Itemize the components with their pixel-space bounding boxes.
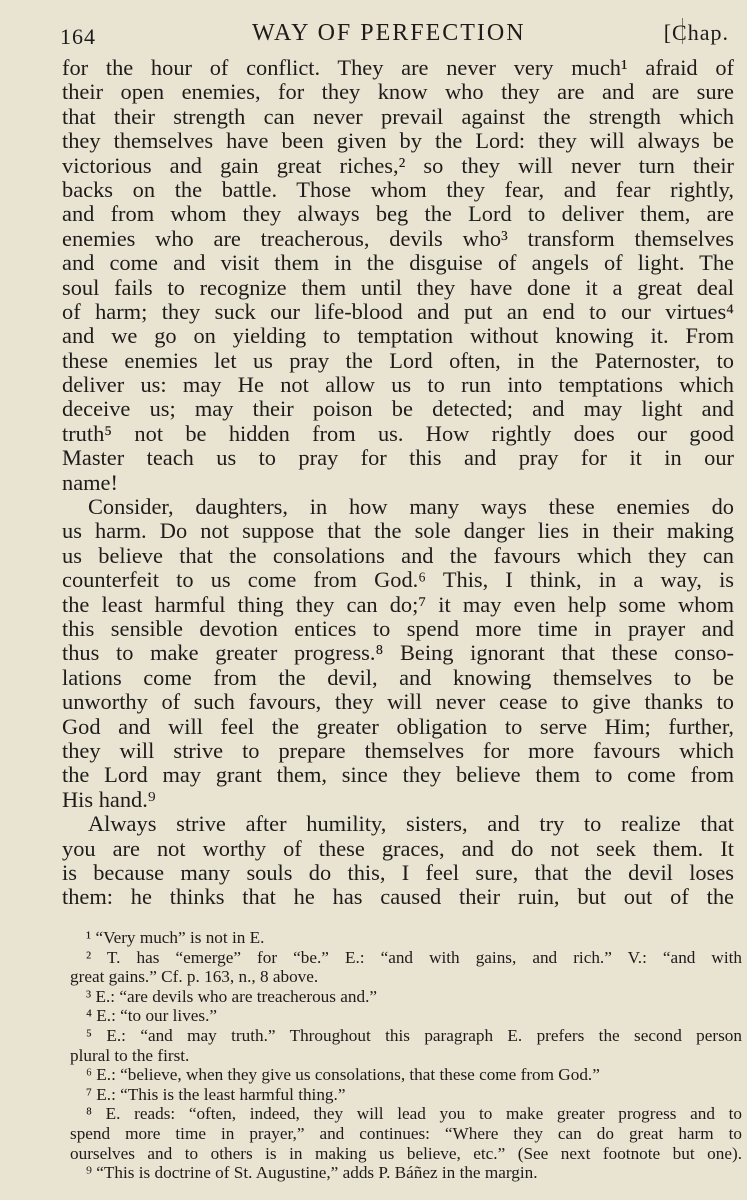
text-line: their open enemies, for they know who they are and are sure [62, 79, 734, 105]
text-line: Master teach us to pray for this and pray for it in our [62, 445, 734, 471]
footnote-line: ⁵ E.: “and may truth.” Throughout this paragraph E. prefers the second person [86, 1025, 742, 1045]
text-line: and from whom they always beg the Lord to deliver them, are [62, 201, 734, 227]
footnote-line: ⁴ E.: “to our lives.” [86, 1006, 218, 1026]
text-line: enemies who are treacherous, devils who³ transform themselves [62, 225, 734, 251]
text-line: backs on the battle. Those whom they fear, and fear rightly, [62, 176, 734, 202]
text-line: unworthy of such favours, they will never cease to give thanks to [62, 689, 734, 715]
text-line: lations come from the devil, and knowing themselves to be [62, 664, 734, 690]
text-line: us believe that the consolations and the favours which they can [62, 542, 734, 568]
footnote-line: ¹ “Very much” is not in E. [86, 928, 265, 947]
text-line: Consider, daughters, in how many ways these enemies do [88, 494, 734, 520]
chapter-tag: [Chap. [663, 20, 729, 45]
text-line: God and will feel the greater obligation to serve Him; further, [62, 713, 734, 739]
text-line: His hand.⁹ [62, 786, 156, 812]
footnote-line: ³ E.: “are devils who are treacherous and.” [86, 986, 377, 1006]
text-line: Always strive after humility, sisters, and try to realize that [88, 811, 734, 837]
footnote-line: ⁷ E.: “This is the least harmful thing.” [86, 1084, 346, 1104]
footnote-line: ⁶ E.: “believe, when they give us consolations, that these come from God.” [86, 1065, 600, 1085]
text-line: deceive us; may their poison be detected; and may light and [62, 396, 734, 422]
text-line: name! [62, 469, 118, 495]
text-line: and come and visit them in the disguise of angels of light. The [62, 250, 734, 276]
running-title: WAY OF PERFECTION [252, 20, 526, 46]
footnote-line: ⁸ E. reads: “often, indeed, they will lead you to make greater progress and to [86, 1104, 742, 1124]
text-line: soul fails to recognize them until they have done it a great deal [62, 274, 734, 300]
footnote-line: great gains.” Cf. p. 163, n., 8 above. [70, 967, 319, 987]
text-line: truth⁵ not be hidden from us. How rightly does our good [62, 420, 734, 446]
footnote-line: ² T. has “emerge” for “be.” E.: “and with gains, and rich.” V.: “and with [86, 947, 742, 967]
text-line: victorious and gain great riches,² so they will never turn their [62, 152, 734, 178]
footnotes [70, 928, 742, 1183]
text-line: you are not worthy of these graces, and do not seek them. It [62, 835, 734, 861]
page-number: 164 [60, 24, 96, 49]
text-line: and we go on yielding to temptation without knowing it. From [62, 323, 734, 349]
footnote-line: ourselves and to others is in making us believe, etc.” (See next footnote but one). [70, 1143, 742, 1163]
footnote-line: spend more time in prayer,” and continues: “Where they can do great harm to [70, 1123, 742, 1143]
text-line: they will strive to prepare themselves for more favours which [62, 737, 734, 763]
text-line: for the hour of conflict. They are never very much¹ afraid of [62, 55, 734, 80]
text-line: them: he thinks that he has caused their ruin, but out of the [62, 884, 734, 910]
text-line: the least harmful thing they can do;⁷ it may even help some whom [62, 591, 734, 617]
text-line: that their strength can never prevail against the strength which [62, 103, 734, 129]
text-line: deliver us: may He not allow us to run into temptations which [62, 372, 734, 398]
footnote-line: ⁹ “This is doctrine of St. Augustine,” adds P. Báñez in the margin. [86, 1163, 538, 1183]
text-line: these enemies let us pray the Lord often, in the Paternoster, to [62, 347, 734, 373]
text-line: the Lord may grant them, since they believe them to come from [62, 762, 734, 788]
text-line: of harm; they suck our life-blood and put an end to our virtues⁴ [62, 298, 734, 324]
text-line: thus to make greater progress.⁸ Being ignorant that these conso- [62, 640, 734, 666]
text-line: is because many souls do this, I feel sure, that the devil loses [62, 859, 734, 885]
running-header [60, 18, 729, 52]
footnote-line: plural to the first. [70, 1045, 190, 1065]
text-line: they themselves have been given by the Lord: they will always be [62, 128, 734, 154]
text-line: us harm. Do not suppose that the sole danger lies in their making [62, 518, 734, 544]
text-line: counterfeit to us come from God.⁶ This, I think, in a way, is [62, 567, 734, 593]
main-text [62, 56, 734, 910]
text-line: this sensible devotion entices to spend more time in prayer and [62, 615, 734, 641]
